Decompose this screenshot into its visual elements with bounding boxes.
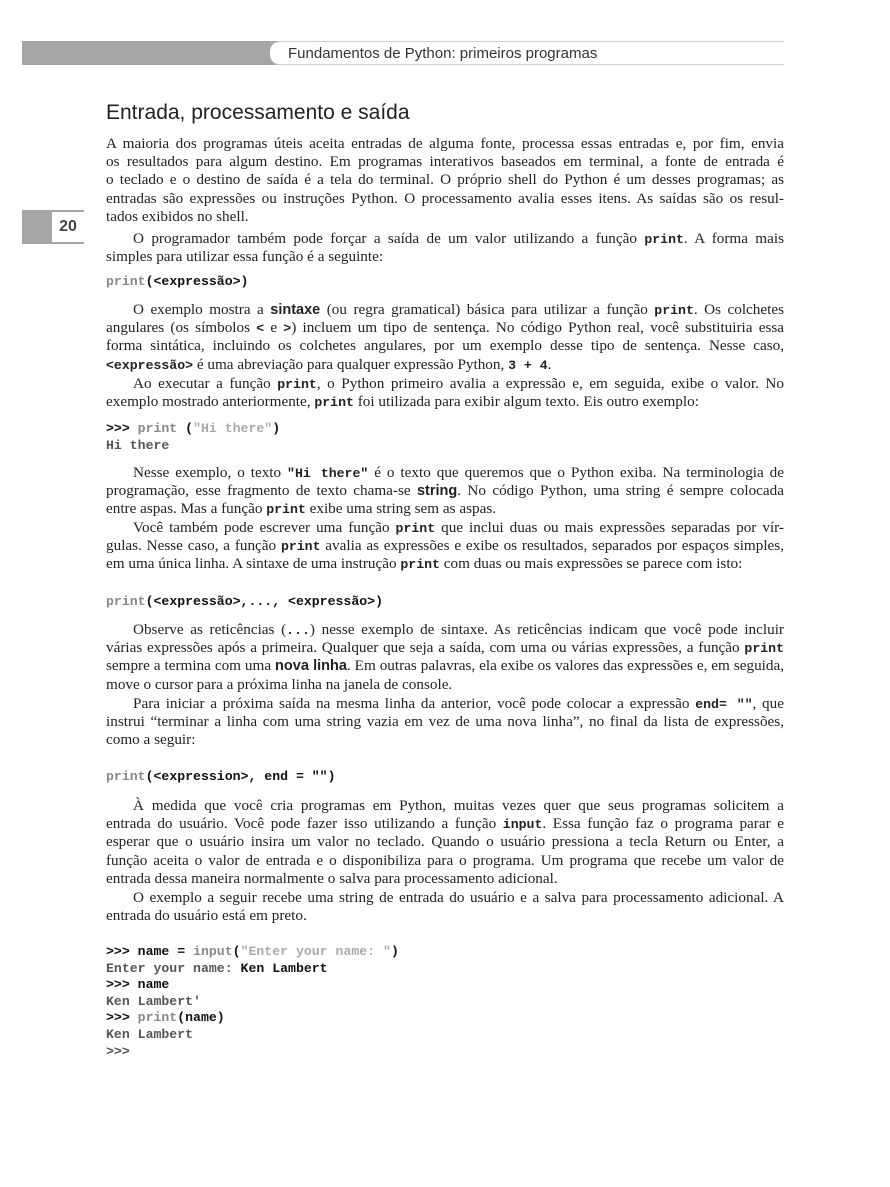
p8-line: instrui “terminar a linha com uma string vazia em vez de uma nova linha”, no final da lista de expressões, [106, 713, 784, 731]
p5-line: entre aspas. Mas a função print exibe uma string sem as aspas. [106, 500, 497, 518]
p8-line: Para iniciar a próxima saída na mesma linha da anterior, você pode colocar a expressão end= "", que [133, 695, 784, 712]
p9-line: função aceita o valor de entrada e o disponibiliza para o programa. Um programa que recebe um valor de [106, 851, 784, 869]
p3-line: angulares (os símbolos < e >) incluem um tipo de sentença. No código Python real, você substituiria essa [106, 319, 785, 337]
p2-line: O programador também pode forçar a saída de um valor utilizando a função print. A forma mais [133, 230, 784, 247]
p5-line: programação, esse fragmento de texto chama-se string. No código Python, uma string é sempre colocada [106, 482, 784, 500]
p5-line: Nesse exemplo, o texto "Hi there" é o texto que queremos que o Python exiba. Na terminologia de [133, 464, 785, 481]
p2-line: simples para utilizar essa função é a seguinte: [106, 248, 384, 266]
paragraph-1 [106, 135, 784, 226]
paragraph-3 [106, 301, 784, 374]
paragraph-7 [106, 621, 784, 694]
p1-line: entradas são expressões ou instruções Python. O processamento avalia esses itens. As saídas são os resul- [106, 189, 784, 207]
section-title: Entrada, processamento e saída [106, 101, 410, 124]
paragraph-9 [106, 797, 784, 888]
syntax-example-end: print(<expression>, end = "") [106, 769, 336, 784]
p9-line: entrada do usuário. Você pode fazer isso utilizando a função input. Essa função faz o programa parar e [106, 815, 785, 833]
p1-line: tados exibidos no shell. [106, 207, 249, 225]
paragraph-6 [106, 519, 784, 574]
paragraph-8 [106, 695, 784, 750]
p3-line: <expressão> é uma abreviação para qualquer expressão Python, 3 + 4. [106, 355, 552, 373]
p4-line: Ao executar a função print, o Python primeiro avalia a expressão e, em seguida, exibe o valor. No [133, 375, 784, 392]
p3-line: forma sintática, incluindo os colchetes angulares, por um exemplo desse tipo de sentença. Nesse caso, [106, 337, 784, 355]
syntax-example-print: print(<expressão>) [106, 274, 249, 289]
p4-line: exemplo mostrado anteriormente, print foi utilizada para exibir algum texto. Eis outro exemplo: [106, 393, 699, 411]
p9-line: esperar que o usuário insira um valor no teclado. Quando o usuário pressiona a tecla Return ou Enter, a [106, 833, 784, 851]
running-header-title: Fundamentos de Python: primeiros programas [288, 45, 598, 62]
p8-line: como a seguir: [106, 731, 196, 749]
p9-line: entrada dessa maneira normalmente o salva para processamento adicional. [106, 869, 558, 887]
p6-line: em uma única linha. A sintaxe de uma instrução print com duas ou mais expressões se parece com isto: [106, 555, 743, 573]
p1-line: os resultados para algum destino. Em programas interativos baseados em terminal, a fonte de entrada é [106, 153, 784, 171]
p1-line: o teclado e o destino de saída é a tela do terminal. O próprio shell do Python é um desses programas; as [106, 171, 784, 189]
p6-line: Você também pode escrever uma função print que inclui duas ou mais expressões separadas por vír- [133, 519, 784, 536]
p9-line: À medida que você cria programas em Python, muitas vezes quer que seus programas solicitem a [133, 797, 784, 814]
paragraph-5 [106, 464, 784, 519]
paragraph-4 [106, 375, 784, 411]
p3-line: O exemplo mostra a sintaxe (ou regra gramatical) básica para utilizar a função print. Os colchetes [133, 301, 785, 318]
paragraph-10 [106, 889, 784, 925]
code-example-input: >>> name = input("Enter your name: ") Enter your name: Ken Lambert >>> name Ken Lambert' >>> print(name) Ken Lambert >>> [106, 944, 399, 1059]
p7-line: várias expressões após a primeira. Qualquer que seja a saída, com uma ou várias expressões, a função print [106, 639, 784, 657]
p7-line: sempre a termina com uma nova linha. Em outras palavras, ela exibe os valores das expressões e, em seguida, [106, 657, 785, 675]
paragraph-2 [106, 230, 784, 266]
syntax-example-multiple: print(<expressão>,..., <expressão>) [106, 594, 383, 609]
p10-line: O exemplo a seguir recebe uma string de entrada do usuário e a salva para processamento adicional. A [133, 889, 784, 906]
p1-line: A maioria dos programas úteis aceita entradas de alguma fonte, processa essas entradas e, por fim, envia [106, 135, 784, 152]
code-example-hi-there: >>> print ("Hi there") Hi there [106, 421, 281, 453]
p6-line: gulas. Nesse caso, a função print avalia as expressões e exibe os resultados, separados por espaços simples, [106, 537, 784, 555]
p7-line: move o cursor para a próxima linha na janela de console. [106, 675, 453, 693]
p10-line: entrada do usuário está em preto. [106, 907, 307, 925]
p7-line: Observe as reticências (...) nesse exemplo de sintaxe. As reticências indicam que você pode incluir [133, 621, 784, 638]
page-number: 20 [52, 212, 84, 242]
